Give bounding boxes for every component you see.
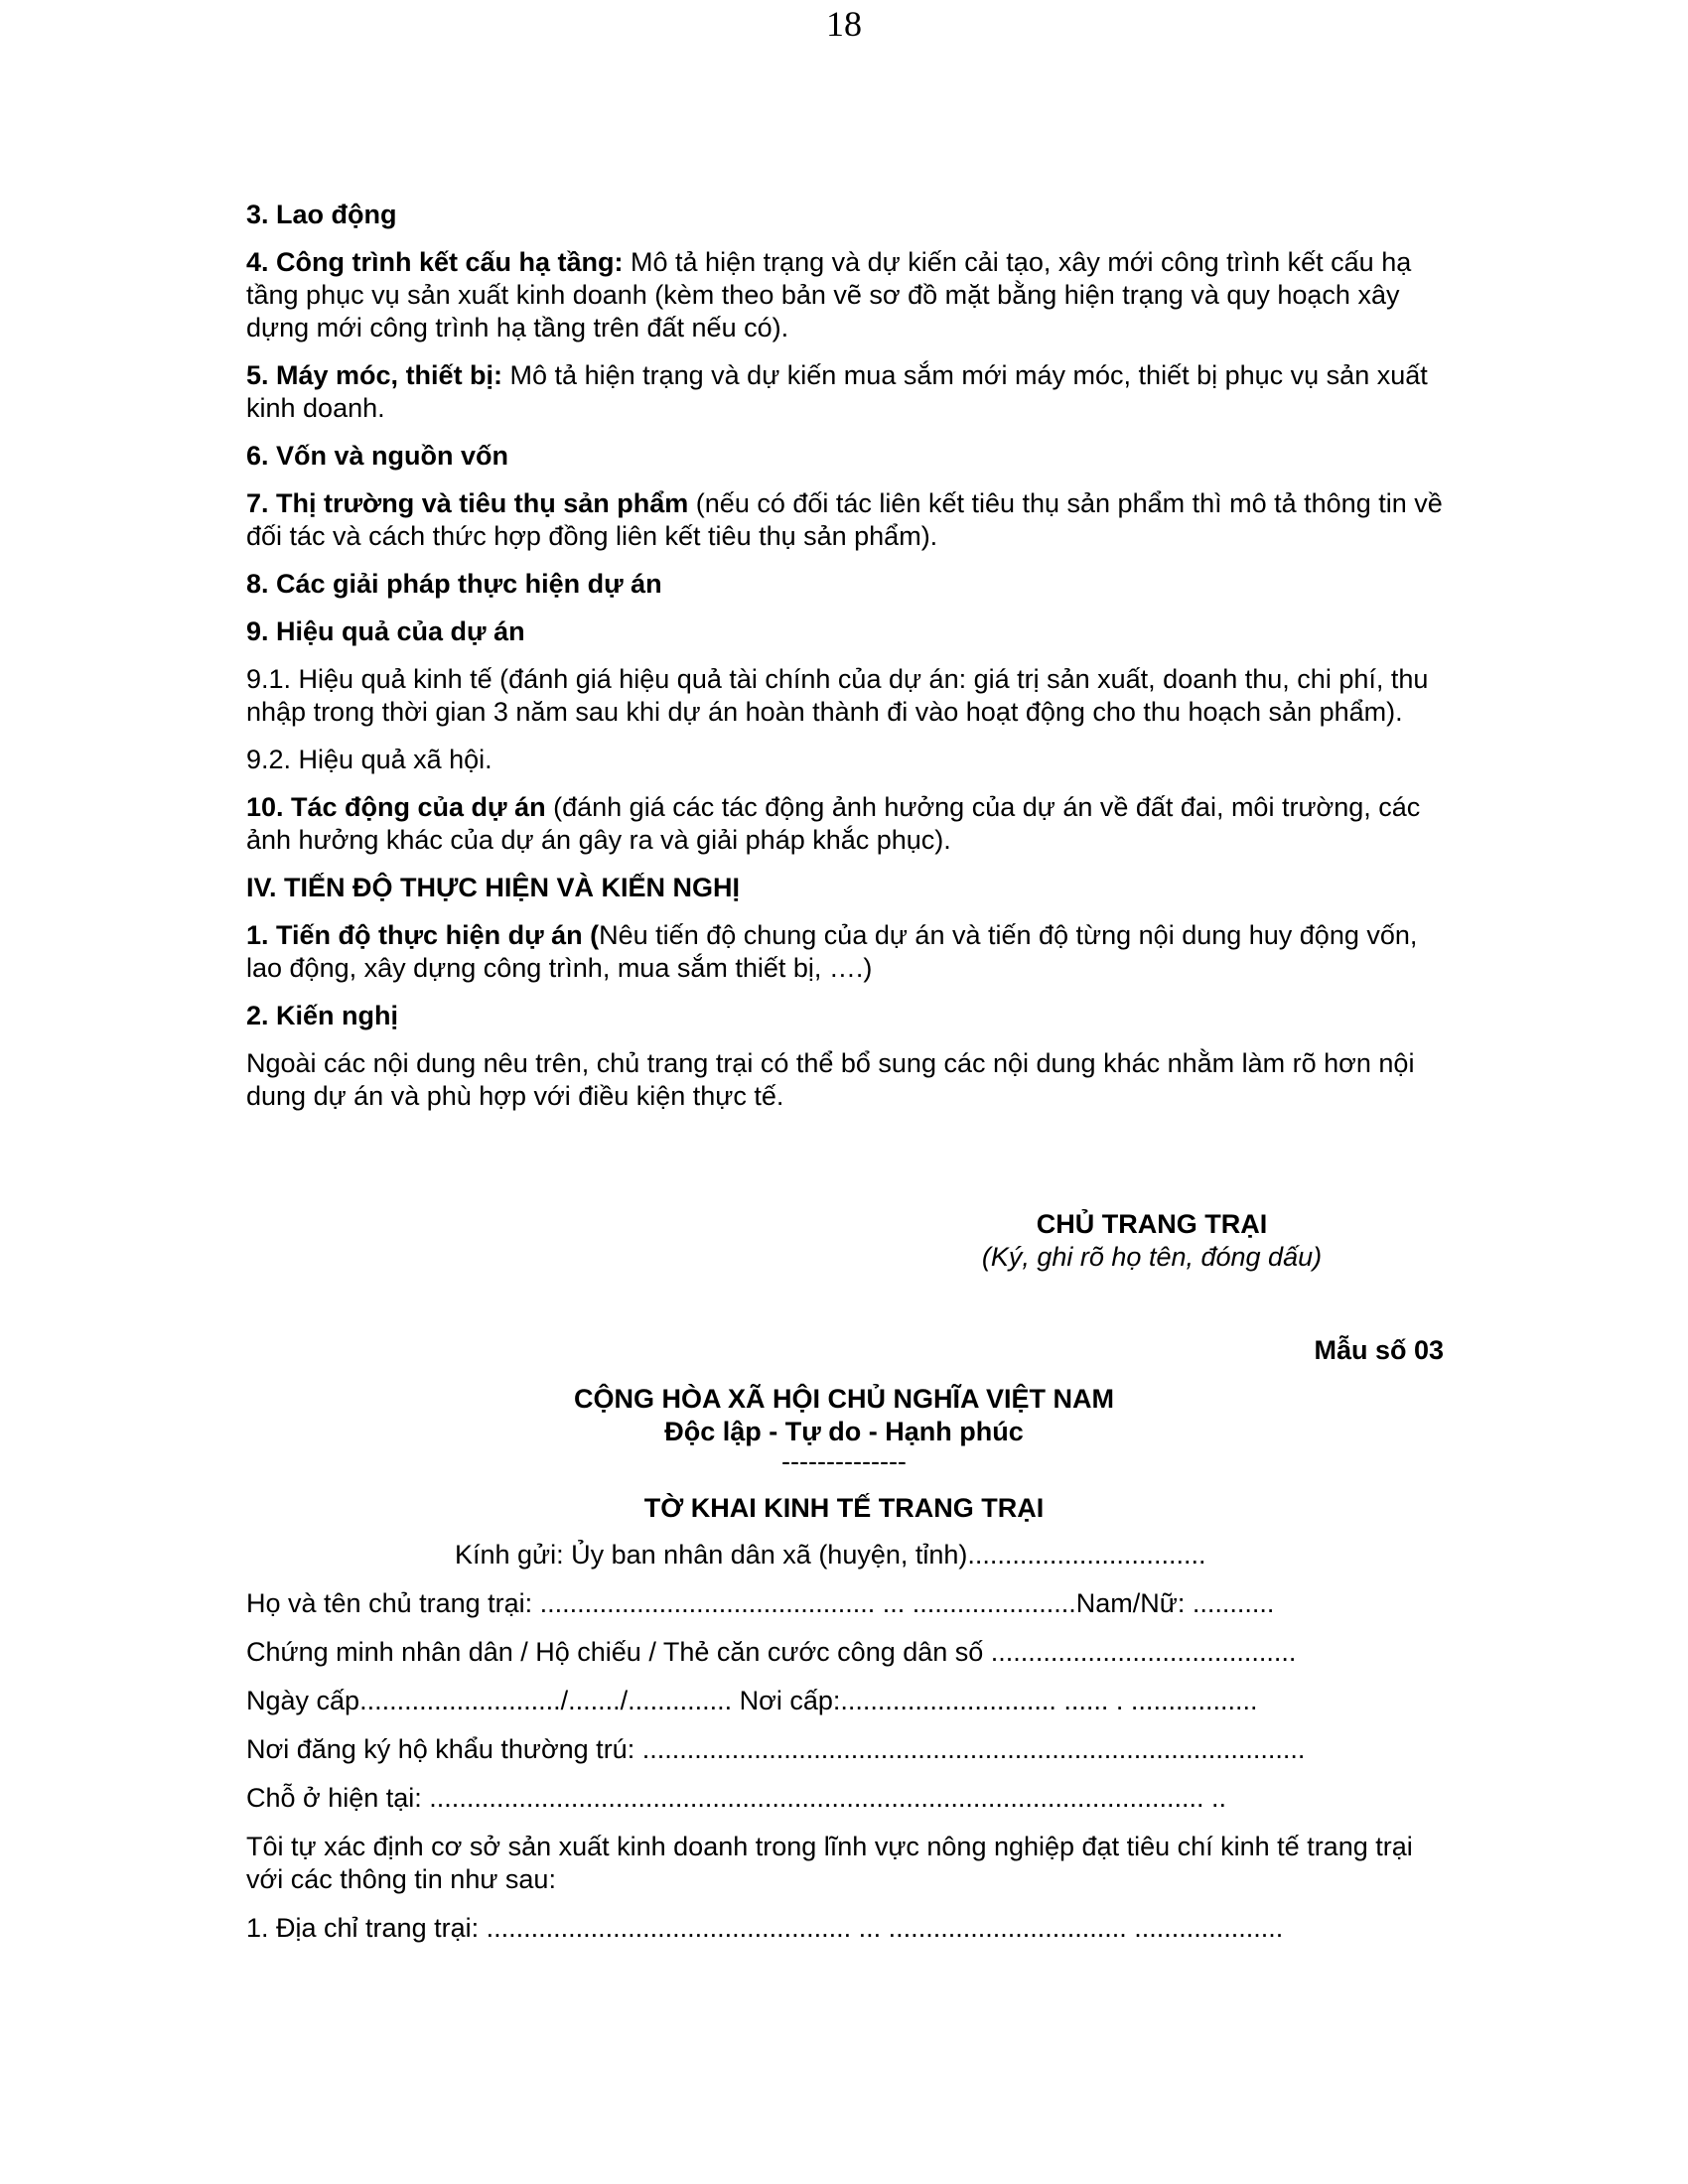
farm-address-field: 1. Địa chỉ trang trại: ................................................. ... ................................ .................... [246, 1913, 1284, 1943]
current-address-field: Chỗ ở hiện tại: ........................................................................................................ .. [246, 1783, 1226, 1813]
section-6 [246, 440, 1448, 473]
section-heading: 5. Máy móc, thiết bị: [246, 360, 503, 390]
section-text: Mô tả hiện trạng và dự kiến cải tạo, xây mới công trình kết cấu hạ tầng phục vụ sản xuất kinh doanh (kèm theo bản vẽ sơ đồ mặt bằng hiện trạng và quy hoạch xây dựng mới công trình hạ tầng trên đất nếu có). [246, 247, 1412, 342]
signature-block [933, 1208, 1370, 1274]
section-text: (đánh giá các tác động ảnh hưởng của dự án về đất đai, môi trường, các ảnh hưởng khác của dự án gây ra và giải pháp khắc phục). [246, 792, 1421, 855]
national-title: CỘNG HÒA XÃ HỘI CHỦ NGHĨA VIỆT NAM [573, 1384, 1114, 1414]
section-9 [246, 615, 1448, 648]
signature-title: CHỦ TRANG TRẠI [1036, 1209, 1268, 1239]
section-heading: 3. Lao động [246, 200, 397, 229]
issue-date-place-field: Ngày cấp.........................../......./.............. Nơi cấp:............................. ...... . ................. [246, 1686, 1258, 1715]
section-iv-2 [246, 1000, 1448, 1032]
signature-note: (Ký, ghi rõ họ tên, đóng dấu) [981, 1242, 1323, 1272]
document-title: TỜ KHAI KINH TẾ TRANG TRẠI [643, 1493, 1045, 1523]
section-iv [246, 872, 1448, 904]
section-heading: 10. Tác động của dự án [246, 792, 546, 822]
section-heading: IV. TIẾN ĐỘ THỰC HIỆN VÀ KIẾN NGHỊ [246, 873, 740, 902]
section-text: (nếu có đối tác liên kết tiêu thụ sản phẩm thì mô tả thông tin về đối tác và cách thức hợp đồng liên kết tiêu thụ sản phẩm). [246, 488, 1443, 551]
section-text: 9.2. Hiệu quả xã hội. [246, 745, 492, 774]
residence-field: Nơi đăng ký hộ khẩu thường trú: ......................................................................................... [246, 1734, 1306, 1764]
section-3 [246, 199, 1448, 231]
section-text: Ngoài các nội dung nêu trên, chủ trang trại có thể bổ sung các nội dung khác nhằm làm rõ hơn nội dung dự án và phù hợp với điều kiện thực tế. [246, 1048, 1415, 1111]
id-number-field: Chứng minh nhân dân / Hộ chiếu / Thẻ căn cước công dân số ......................................... [246, 1637, 1297, 1667]
page-number: 18 [826, 4, 862, 44]
section-7 [246, 487, 1448, 553]
form-number: Mẫu số 03 [1314, 1335, 1444, 1365]
section-5 [246, 359, 1448, 425]
form-salutation: Kính gửi: Ủy ban nhân dân xã (huyện, tỉnh)................................ [455, 1540, 1206, 1570]
owner-name-field: Họ và tên chủ trang trại: ............................................. ... ......................Nam/Nữ: ........... [246, 1588, 1275, 1618]
section-heading: 9. Hiệu quả của dự án [246, 616, 525, 646]
section-heading: 6. Vốn và nguồn vốn [246, 441, 509, 471]
declaration-text: Tôi tự xác định cơ sở sản xuất kinh doanh trong lĩnh vực nông nghiệp đạt tiêu chí kinh tế trang trại với các thông tin như sau: [246, 1832, 1413, 1894]
section-8 [246, 568, 1448, 601]
section-iv-1 [246, 919, 1448, 985]
section-10 [246, 791, 1448, 857]
section-heading: 7. Thị trường và tiêu thụ sản phẩm [246, 488, 689, 518]
section-9-2 [246, 744, 1448, 776]
section-9-1 [246, 663, 1448, 729]
closing-paragraph [246, 1047, 1448, 1113]
declaration-form [246, 1539, 1448, 1961]
section-heading: 8. Các giải pháp thực hiện dự án [246, 569, 662, 599]
project-outline [246, 199, 1448, 1128]
national-motto: Độc lập - Tự do - Hạnh phúc [664, 1417, 1024, 1446]
section-text: 9.1. Hiệu quả kinh tế (đánh giá hiệu quả tài chính của dự án: giá trị sản xuất, doanh thu, chi phí, thu nhập trong thời gian 3 năm sau khi dự án hoàn thành đi vào hoạt động cho thu hoạch sản phẩm). [246, 664, 1429, 727]
national-header [0, 1383, 1688, 1474]
section-heading: 2. Kiến nghị [246, 1001, 399, 1030]
section-heading: 4. Công trình kết cấu hạ tầng: [246, 247, 624, 277]
section-text: Nêu tiến độ chung của dự án và tiến độ từng nội dung huy động vốn, lao động, xây dựng công trình, mua sắm thiết bị, ….) [246, 920, 1418, 983]
section-4 [246, 246, 1448, 344]
section-text: Mô tả hiện trạng và dự kiến mua sắm mới máy móc, thiết bị phục vụ sản xuất kinh doanh. [246, 360, 1428, 423]
section-heading: 1. Tiến độ thực hiện dự án ( [246, 920, 600, 950]
header-divider: -------------- [781, 1446, 907, 1476]
